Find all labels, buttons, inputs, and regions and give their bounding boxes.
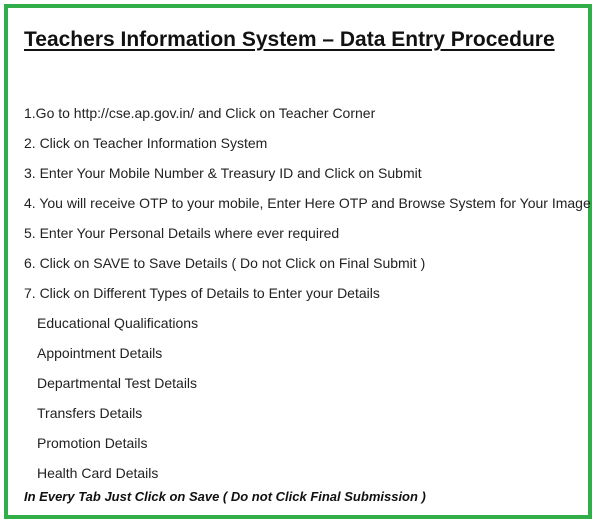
step-5: 5. Enter Your Personal Details where ever required <box>24 225 340 241</box>
document-frame <box>4 4 592 519</box>
step-4: 4. You will receive OTP to your mobile, Enter Here OTP and Browse System for Your Image <box>24 195 591 211</box>
steps-list <box>24 98 591 488</box>
detail-type-health-card-details: Health Card Details <box>37 465 159 481</box>
detail-type-departmental-test-details: Departmental Test Details <box>37 375 198 391</box>
step-1: 1.Go to http://cse.ap.gov.in/ and Click on Teacher Corner <box>24 105 376 121</box>
step-6: 6. Click on SAVE to Save Details ( Do not Click on Final Submit ) <box>24 255 426 271</box>
page-title: Teachers Information System – Data Entry Procedure <box>24 28 555 51</box>
step-7: 7. Click on Different Types of Details to Enter your Details <box>24 285 380 301</box>
step-2: 2. Click on Teacher Information System <box>24 135 268 151</box>
detail-type-educational-qualifications: Educational Qualifications <box>37 315 199 331</box>
step-3: 3. Enter Your Mobile Number & Treasury ID and Click on Submit <box>24 165 422 181</box>
save-note: In Every Tab Just Click on Save ( Do not Click Final Submission ) <box>24 489 426 504</box>
detail-type-transfers-details: Transfers Details <box>37 405 143 421</box>
detail-type-promotion-details: Promotion Details <box>37 435 148 451</box>
detail-type-appointment-details: Appointment Details <box>37 345 163 361</box>
